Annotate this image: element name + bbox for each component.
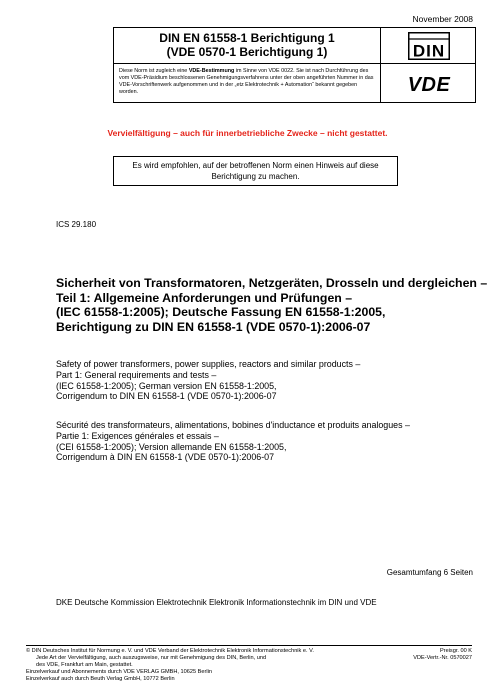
title-french-line: (CEI 61558-1:2005); Version allemande EN 61558-1:2005, [56, 441, 287, 452]
din-logo [381, 28, 476, 64]
order-number: VDE-Vertr.-Nr. 0570027 [413, 654, 472, 661]
price-group: Preisgr. 00 K [439, 648, 472, 654]
title-french-line: Partie 1: Exigences générales et essais – [56, 430, 219, 441]
title-english-line: Part 1: General requirements and tests – [56, 369, 217, 380]
recommendation-line2: Berichtigung zu machen. [211, 171, 300, 181]
publication-date: November 2008 [412, 14, 473, 24]
din-logo-text: DIN [412, 41, 445, 60]
ics-code: ICS 29.180 [56, 220, 97, 229]
footer-copyright [26, 648, 386, 683]
recommendation-line1: Es wird empfohlen, auf der betroffenen Norm einen Hinweis auf diese [132, 161, 379, 170]
sales-line: Einzelverkauf und Abonnements durch VDE VERLAG GMBH, 10625 Berlin [26, 668, 212, 675]
vde-note-post: im Sinne von VDE 0022. Sie ist nach Durchführung des vom VDE-Präsidium beschlossenen Genehmigungsverfahrens unter der oben angeführten Nummer in das VDE-Vorschriftenwerk aufgenommen und in der „etz Elektrotechnik + Automation“ bekannt gegeben worden. [119, 68, 374, 95]
title-german-line: (IEC 61558-1:2005); Deutsche Fassung EN 61558-1:2005, [56, 305, 386, 319]
total-pages: Gesamtumfang 6 Seiten [386, 568, 473, 577]
vde-note-pre: Diese Norm ist zugleich eine [119, 68, 189, 74]
title-german-line: Teil 1: Allgemeine Anforderungen und Prüfungen – [56, 290, 353, 305]
title-german-line: Berichtigung zu DIN EN 61558-1 (VDE 0570-1):2006-07 [56, 319, 371, 334]
vde-regulation-note [114, 64, 381, 103]
title-english [56, 359, 476, 402]
title-german-line: Sicherheit von Transformatoren, Netzgeräten, Drosseln und dergleichen – [56, 276, 488, 290]
vde-logo-icon [397, 73, 461, 95]
vde-note-bold: VDE-Bestimmung [188, 68, 235, 74]
document-title-line1: DIN EN 61558-1 Berichtigung 1 [159, 31, 335, 45]
title-english-line: Safety of power transformers, power supplies, reactors and similar products – [56, 359, 361, 369]
header-box [113, 27, 476, 103]
title-french [56, 420, 476, 463]
title-english-line: (IEC 61558-1:2005); German version EN 61558-1:2005, [56, 380, 277, 391]
din-logo-icon [408, 32, 450, 60]
vde-logo-text: VDE [407, 73, 450, 95]
recommendation-box [113, 156, 398, 186]
vde-logo [381, 64, 476, 103]
title-french-line: Sécurité des transformateurs, alimentations, bobines d'inductance et produits analogues – [56, 420, 410, 430]
sales-line: Einzelverkauf auch durch Beuth Verlag GmbH, 10772 Berlin [26, 675, 175, 682]
title-german [56, 276, 488, 334]
reproduction-notice: Vervielfältigung – auch für innerbetriebliche Zwecke – nicht gestattet. [107, 128, 388, 138]
title-english-line: Corrigendum to DIN EN 61558-1 (VDE 0570-1):2006-07 [56, 391, 277, 402]
copyright-line: Jede Art der Vervielfältigung, auch auszugsweise, nur mit Genehmigung des DIN, Berlin, und [36, 654, 267, 661]
dke-commission: DKE Deutsche Kommission Elektrotechnik Elektronik Informationstechnik im DIN und VDE [56, 598, 377, 607]
footer-price-info [413, 648, 472, 662]
copyright-line: © DIN Deutsches Institut für Normung e. V. und VDE Verband der Elektrotechnik Elektronik Informationstechnik e. V. [26, 648, 314, 654]
copyright-line: des VDE, Frankfurt am Main, gestattet. [36, 661, 133, 668]
title-french-line: Corrigendum à DIN EN 61558-1 (VDE 0570-1):2006-07 [56, 452, 275, 463]
footer [26, 645, 472, 682]
document-title [114, 28, 381, 64]
document-title-line2: (VDE 0570-1 Berichtigung 1) [166, 45, 328, 59]
